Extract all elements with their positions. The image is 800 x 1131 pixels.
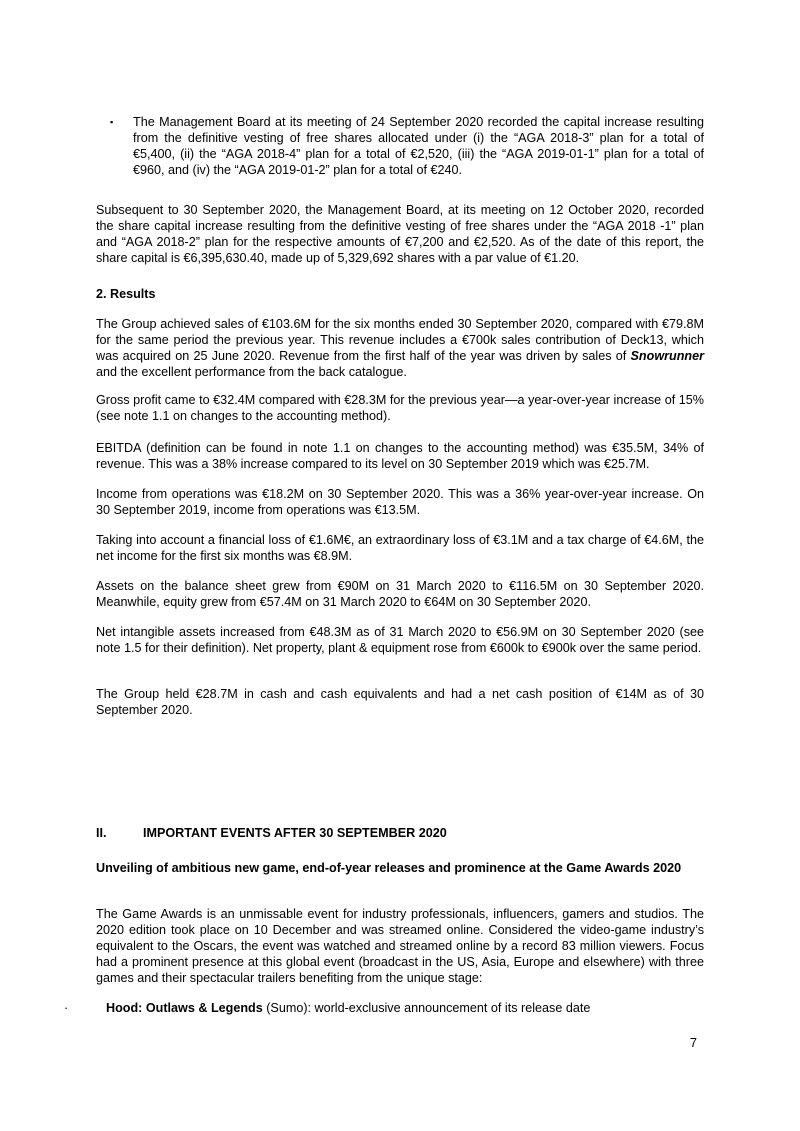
results-paragraph-sales (96, 316, 704, 380)
results-paragraph-net-income: Taking into account a financial loss of €1.6M€, an extraordinary loss of €3.1M and a tax charge of €4.6M, the net income for the first six months was €8.9M. (96, 533, 704, 563)
results-paragraph-intangible-assets: Net intangible assets increased from €48.3M as of 31 March 2020 to €56.9M on 30 September 2020 (see note 1.5 for their definition). Net property, plant & equipment rose from €600k to €900k over the same period. (96, 625, 704, 655)
section-number: II. (96, 826, 107, 840)
sales-text-end: and the excellent performance from the back catalogue. (96, 365, 407, 379)
game-awards-heading: Unveiling of ambitious new game, end-of-year releases and prominence at the Game Awards 2020 (96, 861, 682, 875)
results-heading: 2. Results (96, 287, 156, 301)
game-title-snowrunner: Snowrunner (630, 349, 704, 363)
game-awards-paragraph: The Game Awards is an unmissable event for industry professionals, influencers, gamers and studios. The 2020 edition took place on 10 December and was streamed online. Considered the video-game industry’s equivalent to the Oscars, the event was watched and streamed online by a record 83 million viewers. Focus had a prominent presence at this global event (broadcast in the US, Asia, Europe and elsewhere) with three games and their spectacular trailers benefiting from the unique stage: (96, 907, 704, 985)
results-paragraph-ebitda: EBITDA (definition can be found in note 1.1 on changes to the accounting method) was €35.5M, 34% of revenue. This was a 38% increase compared to its level on 30 September 2019 which was €25.7M. (96, 441, 704, 471)
results-paragraph-cash: The Group held €28.7M in cash and cash equivalents and had a net cash position of €14M as of 30 September 2020. (96, 687, 704, 717)
list-item-hood (64, 1000, 704, 1016)
list-item-rest: (Sumo): world-exclusive announcement of its release date (262, 1001, 591, 1015)
square-bullet-icon: ▪ (110, 117, 114, 127)
results-paragraph-income-operations: Income from operations was €18.2M on 30 September 2020. This was a 36% year-over-year increase. On 30 September 2019, income from operations was €13.5M. (96, 487, 704, 517)
capital-paragraph: Subsequent to 30 September 2020, the Management Board, at its meeting on 12 October 2020, recorded the share capital increase resulting from the definitive vesting of free shares under the “AGA 2018 -1” plan and “AGA 2018-2” plan for the respective amounts of €7,200 and €2,520. As of the date of this report, the share capital is €6,395,630.40, made up of 5,329,692 shares with a par value of €1.20. (96, 203, 704, 265)
results-paragraph-assets: Assets on the balance sheet grew from €90M on 31 March 2020 to €116.5M on 30 September 2020. Meanwhile, equity grew from €57.4M on 31 March 2020 to €64M on 30 September 2020. (96, 579, 704, 609)
page-number: 7 (690, 1036, 698, 1050)
bullet-item-capital-increase (110, 114, 704, 178)
results-paragraph-gross-profit: Gross profit came to €32.4M compared with €28.3M for the previous year—a year-over-year increase of 15% (see note 1.1 on changes to the accounting method). (96, 393, 704, 423)
section-title: IMPORTANT EVENTS AFTER 30 SEPTEMBER 2020 (143, 826, 447, 840)
bullet-text: The Management Board at its meeting of 24 September 2020 recorded the capital increase resulting from the definitive vesting of free shares allocated under (i) the “AGA 2018-3” plan for a total of €5,400, (ii) the “AGA 2018-4” plan for a total of €2,520, (iii) the “AGA 2019-01-1” plan for a total of €960, and (iv) the “AGA 2019-01-2” plan for a total of €240. (133, 115, 704, 177)
list-item-text (106, 1000, 590, 1016)
dot-bullet-icon: · (64, 1001, 69, 1015)
section-heading-important-events (96, 826, 704, 840)
sales-text-start: The Group achieved sales of €103.6M for the six months ended 30 September 2020, compared with €79.8M for the same period the previous year. This revenue includes a €700k sales contribution of Deck13, which was acquired on 25 June 2020. Revenue from the first half of the year was driven by sales of (96, 317, 704, 363)
game-title-hood: Hood: Outlaws & Legends (106, 1001, 263, 1015)
